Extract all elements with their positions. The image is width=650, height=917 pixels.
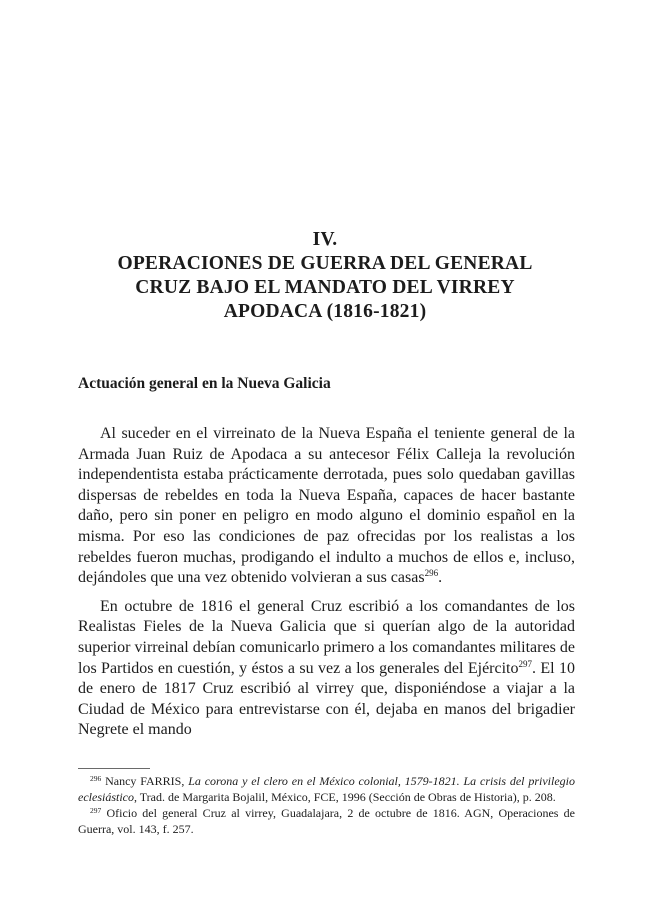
footnote-book-title: La corona y el clero en el México colonial, 1579-1821. La crisis del privilegio eclesiástico xyxy=(78,774,575,804)
section-title: Actuación general en la Nueva Galicia xyxy=(78,375,331,392)
chapter-number: IV. xyxy=(312,229,338,250)
footnote-296 xyxy=(78,774,575,805)
footnote-separator xyxy=(78,768,150,769)
paragraph-1-text: Al suceder en el virreinato de la Nueva España el teniente general de la Armada Juan Ruiz de Apodaca a su antecesor Félix Calleja la revolución independentista estaba prácticamente derrotada, pues solo quedaban gavillas dispersas de rebeldes en toda la Nueva España, capaces de hacer bastante daño, pero sin poner en peligro en modo alguno el dominio español en la misma. Por eso las condiciones de paz ofrecidas por los realistas a los rebeldes fueron muchas, prodigando el indulto a muchos de ellos e, incluso, dejándoles que una vez obtenido volvieran a sus casas xyxy=(78,425,575,587)
paragraph-1 xyxy=(78,424,575,589)
footnote-ref-296[interactable]: 296 xyxy=(424,568,439,579)
body-text xyxy=(78,424,575,741)
footnote-number: 297 xyxy=(90,806,102,816)
paragraph-2-continuation: . El 10 de enero de 1817 Cruz escribió al virrey que, disponiéndose a viajar a la Ciudad de México para entrevistarse con él, dejaba en manos del brigadier Negrete el mando xyxy=(78,659,576,739)
paragraph-2 xyxy=(78,597,575,741)
chapter-title-line-3: APODACA (1816-1821) xyxy=(223,301,427,322)
footnote-text: Oficio del general Cruz al virrey, Guadalajara, 2 de octubre de 1816. AGN, Operaciones de Guerra, vol. 143, f. 257. xyxy=(78,806,575,837)
paragraph-2-text: En octubre de 1816 el general Cruz escribió a los comandantes de los Realistas Fieles de la Nueva Galicia que si querían algo de la autoridad superior virreinal debían comunicarlo primero a los comandantes militares de los Partidos en cuestión, y éstos a su vez a los generales del Ejército xyxy=(78,597,575,677)
footnote-author: Nancy FARRIS, xyxy=(105,774,189,788)
footnote-citation: , Trad. de Margarita Bojalil, México, FCE, 1996 (Sección de Obras de Historia), p. 208. xyxy=(133,789,556,804)
footnote-297 xyxy=(78,806,575,837)
paragraph-1-end: . xyxy=(438,569,443,587)
footnote-number: 296 xyxy=(90,774,102,783)
chapter-title-line-2: CRUZ BAJO EL MANDATO DEL VIRREY xyxy=(135,277,515,298)
chapter-title-line-1: OPERACIONES DE GUERRA DEL GENERAL xyxy=(117,253,533,274)
footnote-ref-297[interactable]: 297 xyxy=(518,658,533,669)
footnotes xyxy=(78,774,575,838)
chapter-heading xyxy=(70,228,580,324)
